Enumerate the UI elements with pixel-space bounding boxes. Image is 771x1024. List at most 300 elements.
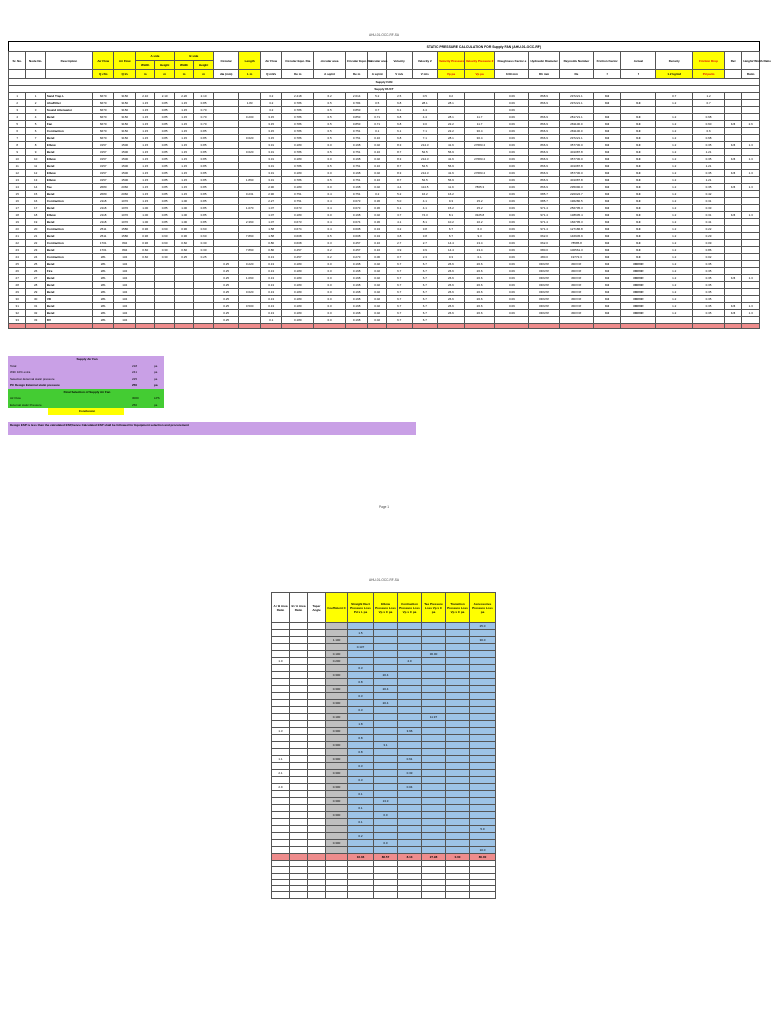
col-reynolds: Reynolds Number — [560, 52, 594, 70]
table-cell: 0.0 — [314, 275, 346, 282]
table-cell: #DIV/0! — [529, 289, 560, 296]
table-cell: 0.02 — [368, 303, 386, 310]
table-cell: 281 — [92, 254, 114, 261]
table-cell — [724, 226, 741, 233]
table-cell: 0.25 — [194, 254, 213, 261]
table-cell: 1.15 — [174, 142, 193, 149]
table-cell: 26.6 — [438, 310, 465, 317]
table-cell: 0.180 — [282, 261, 314, 268]
table-cell: 8 — [9, 142, 26, 149]
table-cell: 0.0 — [593, 310, 621, 317]
table-cell: 16 — [26, 198, 45, 205]
table-cell: 0.180 — [282, 296, 314, 303]
fitting-cell — [446, 840, 470, 847]
page-label: Page 1 — [378, 505, 390, 509]
table-cell: 2.418 — [282, 93, 314, 100]
table-cell: #DIV/0! — [529, 275, 560, 282]
table-cell: 9 — [26, 149, 45, 156]
table-cell: 1.2 — [656, 177, 693, 184]
col-a-side: A side — [135, 52, 174, 61]
table-cell: 0.457 — [282, 254, 314, 261]
table-cell: 0.853 — [345, 107, 368, 114]
table-cell: 0.96 — [174, 233, 193, 240]
table-cell: 2118 — [92, 198, 114, 205]
final-airflow-label: Air Flow — [10, 396, 21, 401]
fitting-header-cell: A / B Area Ratio — [272, 593, 290, 623]
table-cell: 0.34 — [368, 226, 386, 233]
fitting-cell — [446, 644, 470, 651]
table-cell: 196280.5 — [560, 198, 594, 205]
table-cell: 0.0 — [621, 114, 656, 121]
table-cell — [724, 191, 741, 198]
table-cell — [593, 107, 621, 114]
table-cell: 15.2 — [464, 198, 495, 205]
table-cell: 0.0 — [621, 177, 656, 184]
table-cell: 281 — [92, 261, 114, 268]
table-cell: 6.8 — [386, 114, 412, 121]
table-cell — [724, 219, 741, 226]
table-cell: 4.1 — [386, 219, 412, 226]
table-row — [9, 107, 760, 114]
fitting-cell — [308, 700, 326, 707]
table-cell: 2680 — [92, 191, 114, 198]
table-cell: 0.786 — [282, 149, 314, 156]
table-cell: 0.09 — [495, 93, 529, 100]
fitting-cell — [422, 742, 446, 749]
table-cell: 357730.0 — [560, 170, 594, 177]
table-cell: 138605.4 — [560, 212, 594, 219]
fitting-cell — [272, 637, 290, 644]
fitting-empty-cell — [348, 892, 374, 898]
table-cell: 0.09 — [495, 156, 529, 163]
table-cell — [174, 282, 193, 289]
table-cell: 685.7 — [529, 191, 560, 198]
table-cell: 1.2 — [656, 156, 693, 163]
pressure-calc-sheet — [8, 41, 771, 329]
table-cell: 2 — [9, 100, 26, 107]
table-cell: 0.0 — [621, 191, 656, 198]
fitting-cell — [374, 777, 398, 784]
fitting-empty-cell — [470, 892, 496, 898]
table-cell: 0.22 — [693, 226, 725, 233]
table-cell: 0.0 — [593, 191, 621, 198]
table-cell — [529, 107, 560, 114]
fitting-cell — [290, 847, 308, 854]
table-cell: 1.15 — [135, 191, 154, 198]
table-cell: 0.85 — [155, 149, 174, 156]
table-cell: 1.3 — [742, 170, 760, 177]
table-cell — [560, 107, 594, 114]
fitting-cell — [326, 777, 348, 784]
fitting-cell — [374, 847, 398, 854]
table-cell: 0.168 — [345, 296, 368, 303]
table-cell: 0.13 — [260, 303, 282, 310]
table-cell: 0.0 — [314, 317, 346, 324]
table-cell: 0.02 — [368, 296, 386, 303]
table-cell: 0.784 — [345, 100, 368, 107]
table-cell: 0.0 — [593, 128, 621, 135]
table-cell: 281721.1 — [560, 114, 594, 121]
table-cell: 6 — [26, 128, 45, 135]
table-cell: 1.21 — [693, 149, 725, 156]
table-cell: 7.860 — [239, 233, 261, 240]
table-cell: 0.09 — [693, 240, 725, 247]
table-cell — [742, 240, 760, 247]
table-cell: 3.2 — [260, 93, 282, 100]
table-cell: 0.16 — [368, 163, 386, 170]
fitting-cell — [348, 756, 374, 763]
table-cell: 0.02 — [368, 268, 386, 275]
table-cell: 1.2 — [693, 93, 725, 100]
fitting-cell — [272, 812, 290, 819]
fan-selection-value: 225 — [132, 376, 138, 381]
table-cell: 3157 — [92, 156, 114, 163]
table-cell: 1070 — [114, 198, 136, 205]
fitting-row — [272, 777, 496, 784]
fitting-cell — [374, 770, 398, 777]
table-cell: Contraction — [45, 254, 92, 261]
table-cell: 1.2 — [656, 142, 693, 149]
table-cell: 5.0 — [386, 198, 412, 205]
table-cell: 0.180 — [282, 317, 314, 324]
table-cell: 18 — [26, 212, 45, 219]
table-cell: 0.09 — [495, 205, 529, 212]
table-cell: Bend — [45, 163, 92, 170]
table-cell: 6.7 — [386, 289, 412, 296]
fitting-cell — [422, 637, 446, 644]
table-cell: 4 — [26, 114, 45, 121]
table-cell: 1.00 — [174, 205, 193, 212]
fitting-cell — [470, 651, 496, 658]
fitting-row — [272, 658, 496, 665]
table-cell: 971.4 — [529, 212, 560, 219]
fitting-cell: 10.0 — [470, 847, 496, 854]
fitting-cell — [446, 693, 470, 700]
table-cell: 7.1 — [412, 128, 438, 135]
table-cell — [464, 149, 495, 156]
table-cell — [213, 149, 239, 156]
fitting-cell — [290, 651, 308, 658]
fitting-cell — [326, 693, 348, 700]
table-cell: 2.27 — [260, 198, 282, 205]
table-cell: 6.3 — [464, 226, 495, 233]
table-cell: 2060 — [114, 191, 136, 198]
table-cell: 0.36 — [368, 219, 386, 226]
table-cell: 0.30 — [194, 240, 213, 247]
fitting-cell — [308, 819, 326, 826]
fitting-cell — [398, 805, 422, 812]
fan-total-value: 218 — [132, 363, 138, 368]
table-cell: 0.620 — [239, 149, 261, 156]
table-cell: 9.3 — [464, 233, 495, 240]
table-cell: 0.25 — [213, 261, 239, 268]
table-cell: 0.0 — [593, 289, 621, 296]
table-cell: 6.7 — [386, 303, 412, 310]
table-cell: 0.42 — [693, 191, 725, 198]
fitting-cell: 0.300 — [326, 840, 348, 847]
fitting-cell — [290, 840, 308, 847]
fitting-cell — [374, 637, 398, 644]
fitting-cell — [398, 679, 422, 686]
fitting-cell — [374, 644, 398, 651]
table-row — [9, 317, 760, 324]
table-cell: 0.85 — [194, 219, 213, 226]
table-cell: 0.168 — [345, 303, 368, 310]
fitting-cell — [446, 637, 470, 644]
table-cell: 1500 — [114, 156, 136, 163]
table-cell: 0.168 — [345, 184, 368, 191]
table-cell: #DIV/0! — [560, 303, 594, 310]
col-airflow-ls: Air Flow — [114, 52, 136, 70]
table-cell: 17 — [9, 205, 26, 212]
fitting-cell — [446, 791, 470, 798]
fitting-cell — [422, 798, 446, 805]
table-cell — [724, 163, 741, 170]
table-cell: #DIV/0! — [621, 303, 656, 310]
table-cell: 0.673 — [345, 198, 368, 205]
table-cell: 30 — [26, 296, 45, 303]
table-cell: 0.0 — [593, 121, 621, 128]
fitting-cell — [308, 665, 326, 672]
table-cell: 3.31 — [260, 163, 282, 170]
table-cell: 3.8 — [412, 233, 438, 240]
table-cell: 0.09 — [495, 198, 529, 205]
table-cell: 0.36 — [368, 198, 386, 205]
fitting-cell — [290, 686, 308, 693]
table-cell: 134 — [114, 296, 136, 303]
table-cell: 0.5 — [314, 100, 346, 107]
table-row — [9, 247, 760, 254]
table-cell: 0.85 — [155, 121, 174, 128]
table-cell — [213, 240, 239, 247]
table-cell — [724, 135, 741, 142]
fitting-cell — [470, 728, 496, 735]
fitting-cell: 0.300 — [326, 742, 348, 749]
table-cell: 1.3 — [742, 184, 760, 191]
table-cell: 1.2 — [656, 114, 693, 121]
table-cell: 2060 — [114, 184, 136, 191]
table-cell: 2511 — [92, 226, 114, 233]
table-cell: Bend — [45, 275, 92, 282]
table-cell — [724, 254, 741, 261]
table-cell — [724, 247, 741, 254]
fitting-cell — [422, 707, 446, 714]
table-cell: 0.0 — [593, 282, 621, 289]
table-cell: 6.7 — [412, 268, 438, 275]
table-cell: 3150 — [114, 128, 136, 135]
table-cell: 15 — [9, 191, 26, 198]
table-cell: 6.7 — [386, 317, 412, 324]
table-cell: 1.5 — [724, 275, 741, 282]
table-cell: 4.1 — [412, 198, 438, 205]
table-cell: 0.0 — [593, 163, 621, 170]
fitting-cell — [446, 735, 470, 742]
unit-v: V m/s — [386, 70, 412, 79]
table-cell: 1.3 — [742, 212, 760, 219]
col-b-width: Width — [174, 61, 193, 70]
table-cell: 0.85 — [194, 170, 213, 177]
table-cell — [194, 317, 213, 324]
fitting-cell — [348, 742, 374, 749]
col-circular2: Circular Equi. Dia — [282, 52, 314, 70]
table-cell — [724, 107, 741, 114]
table-cell: 10.2 — [438, 219, 465, 226]
fitting-cell — [348, 686, 374, 693]
table-cell: 26.6 — [464, 303, 495, 310]
fitting-cell — [308, 679, 326, 686]
fitting-row — [272, 630, 496, 637]
table-cell: 0.35 — [693, 261, 725, 268]
table-row — [9, 128, 760, 135]
table-cell: 0.09 — [495, 233, 529, 240]
table-cell: 1.2 — [656, 233, 693, 240]
table-cell: 1.15 — [135, 156, 154, 163]
table-cell: 26.6 — [438, 275, 465, 282]
table-cell: 1.58 — [260, 233, 282, 240]
supply-duct-label: Supply DUCT — [9, 86, 760, 93]
fitting-cell — [422, 735, 446, 742]
fitting-row — [272, 826, 496, 833]
table-cell: 23 — [9, 247, 26, 254]
table-cell: 0.36 — [368, 205, 386, 212]
table-cell — [621, 317, 656, 324]
unit-f: f — [593, 70, 621, 79]
table-cell: 27683.4 — [464, 156, 495, 163]
table-cell: 0.0 — [621, 184, 656, 191]
table-cell: Bend — [45, 303, 92, 310]
fitting-cell — [290, 721, 308, 728]
table-cell: 866.9 — [529, 184, 560, 191]
table-cell: 0.09 — [495, 310, 529, 317]
table-cell: 11.7 — [464, 121, 495, 128]
fitting-cell — [470, 742, 496, 749]
col-b-side: B side — [174, 52, 213, 61]
fitting-row — [272, 714, 496, 721]
fitting-row — [272, 833, 496, 840]
final-airflow-value: 3000 — [132, 396, 139, 401]
table-cell: 2.3 — [412, 254, 438, 261]
table-cell — [724, 128, 741, 135]
fitting-cell — [470, 693, 496, 700]
table-cell: 0.35 — [693, 142, 725, 149]
table-cell: 134 — [114, 317, 136, 324]
fitting-cell — [290, 791, 308, 798]
fitting-cell — [326, 679, 348, 686]
table-cell: 1.060 — [239, 275, 261, 282]
fitting-cell — [470, 833, 496, 840]
table-cell: 3325.8 — [464, 212, 495, 219]
fitting-cell — [446, 700, 470, 707]
table-cell: 1.2 — [656, 289, 693, 296]
table-cell: 6.7 — [412, 275, 438, 282]
unit-q-m3s: Q m3/s — [260, 70, 282, 79]
table-cell: 0.09 — [495, 275, 529, 282]
table-cell: 0.0 — [593, 142, 621, 149]
fitting-cell — [446, 777, 470, 784]
table-cell: 1.2 — [656, 247, 693, 254]
table-cell: 3.15 — [260, 114, 282, 121]
fitting-cell: 20.4 — [374, 672, 398, 679]
table-cell: 1.2 — [656, 226, 693, 233]
table-cell: 0.85 — [155, 184, 174, 191]
fitting-row — [272, 847, 496, 854]
table-cell: 8.1 — [438, 212, 465, 219]
fitting-cell — [398, 686, 422, 693]
fitting-cell — [446, 623, 470, 630]
table-cell: 0.168 — [345, 268, 368, 275]
table-cell: 3.2 — [386, 226, 412, 233]
table-row — [9, 177, 760, 184]
table-cell — [213, 135, 239, 142]
fitting-cell — [348, 700, 374, 707]
table-cell: 1.15 — [174, 184, 193, 191]
table-cell: 7.1 — [412, 135, 438, 142]
table-cell: Bend — [45, 114, 92, 121]
table-cell: 3.31 — [260, 170, 282, 177]
table-cell — [724, 289, 741, 296]
table-cell: 1.2 — [656, 128, 693, 135]
table-cell: 0.41 — [693, 219, 725, 226]
table-cell: Fire — [45, 268, 92, 275]
table-cell: 6.7 — [386, 268, 412, 275]
table-cell: 0.5 — [314, 177, 346, 184]
table-cell: 0.85 — [194, 135, 213, 142]
table-cell: 0.60 — [174, 240, 193, 247]
table-cell: 0.0 — [593, 156, 621, 163]
table-cell: 3.15 — [260, 135, 282, 142]
table-cell: 0.85 — [194, 191, 213, 198]
table-row — [9, 212, 760, 219]
fitting-cell — [290, 805, 308, 812]
table-cell — [194, 282, 213, 289]
table-cell: 0.0 — [593, 268, 621, 275]
table-cell: 0.786 — [282, 135, 314, 142]
table-cell: #DIV/0! — [529, 310, 560, 317]
table-cell: 804 — [114, 247, 136, 254]
table-cell — [742, 317, 760, 324]
fitting-cell — [398, 840, 422, 847]
table-cell: 1.3 — [742, 142, 760, 149]
fitting-cell — [422, 847, 446, 854]
table-cell: 0.09 — [495, 177, 529, 184]
fitting-cell — [398, 735, 422, 742]
table-cell: 0.180 — [282, 184, 314, 191]
table-cell: 1.5 — [724, 142, 741, 149]
fitting-cell — [308, 721, 326, 728]
table-row — [9, 268, 760, 275]
table-cell — [194, 310, 213, 317]
fitting-cell — [308, 623, 326, 630]
fitting-cell — [374, 763, 398, 770]
table-cell: 866.9 — [529, 149, 560, 156]
table-cell: 26.6 — [464, 261, 495, 268]
fitting-cell — [308, 644, 326, 651]
fitting-cell — [398, 693, 422, 700]
table-cell: 22.2 — [438, 121, 465, 128]
fitting-cell: 3.1 — [374, 742, 398, 749]
fitting-cell: 1.5 — [348, 630, 374, 637]
fitting-cell: 0.33 — [398, 770, 422, 777]
fitting-cell — [272, 644, 290, 651]
table-cell: #DIV/0! — [560, 282, 594, 289]
table-cell: 1.2 — [656, 135, 693, 142]
fitting-cell — [470, 791, 496, 798]
table-cell: 26.6 — [464, 275, 495, 282]
table-cell: 0.0 — [621, 135, 656, 142]
table-cell — [621, 107, 656, 114]
table-cell: #DIV/0! — [529, 282, 560, 289]
fitting-cell — [290, 679, 308, 686]
